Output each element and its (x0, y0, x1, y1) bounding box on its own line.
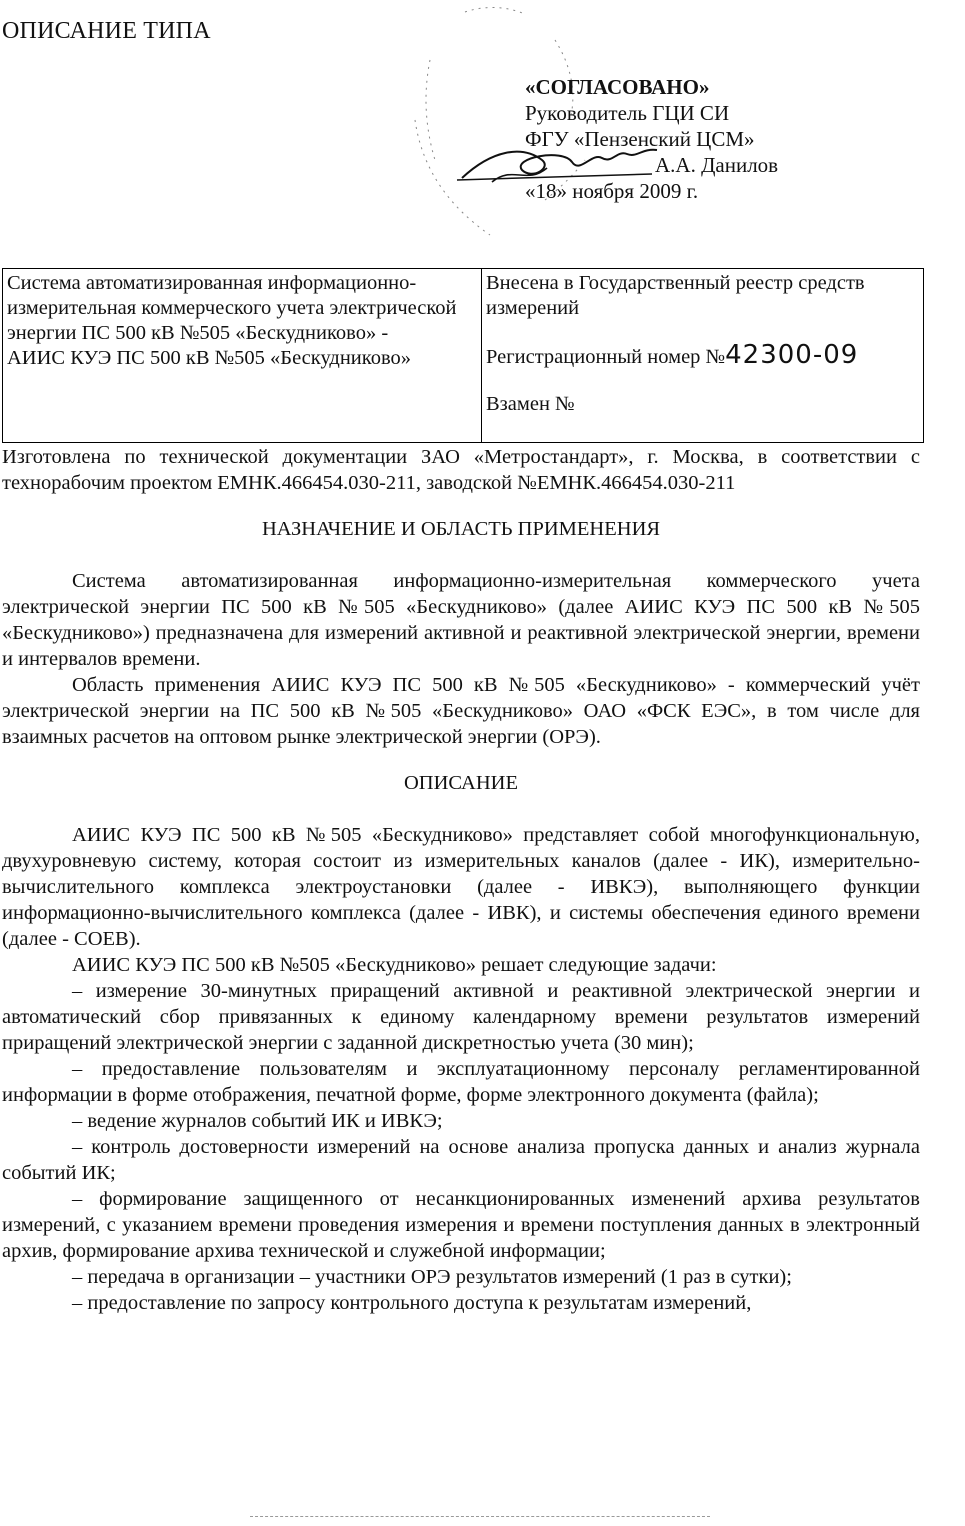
purpose-paragraph: Система автоматизированная информационно-измерительная коммерческого учета электрической энергии ПС 500 кВ №505 «Бескудниково» (далее АИИС КУЭ ПС 500 кВ №505 «Бескудниково») предназначена для измерений активной и реактивной электрической энергии, времени и интервалов времени. (2, 570, 920, 670)
section-title-purpose: НАЗНАЧЕНИЕ И ОБЛАСТЬ ПРИМЕНЕНИЯ (261, 518, 661, 540)
registration-label: Регистрационный номер № (486, 346, 726, 368)
scope-paragraph: Область применения АИИС КУЭ ПС 500 кВ №505 «Бескудниково» - коммерческий учёт электрической энергии на ПС 500 кВ №505 «Бескудниково» ОАО «ФСК ЕЭС», в том числе для взаимных расчетов на оптовом рынке электрической энергии (ОРЭ). (2, 674, 920, 748)
registry-note: Внесена в Государственный реестр средств измерений (486, 272, 865, 319)
task-item: – контроль достоверности измерений на основе анализа пропуска данных и анализ журнала событий ИК; (2, 1136, 920, 1184)
signature (452, 140, 662, 192)
task-item: – предоставление по запросу контрольного доступа к результатам измерений, (72, 1292, 752, 1314)
system-short-name: АИИС КУЭ ПС 500 кВ №505 «Бескудниково» (7, 347, 411, 369)
description-paragraph: АИИС КУЭ ПС 500 кВ №505 «Бескудниково» представляет собой многофункциональную, двухуровневую систему, которая состоит из измерительных каналов (далее - ИК), измерительно-вычислительного комплекса электроустановки (далее - ИВКЭ), выполняющего функции информационно-вычислительного комплекса (далее - ИВК), и системы обеспечения единого времени (далее - СОЕВ). (2, 824, 920, 950)
system-name-cell (3, 269, 482, 443)
system-full-name: Система автоматизированная информационно-измерительная коммерческого учета электрической энергии ПС 500 кВ №505 «Бескудниково» - (7, 272, 457, 344)
section-title-description: ОПИСАНИЕ (403, 772, 518, 794)
approval-heading: «СОГЛАСОВАНО» (525, 75, 710, 99)
page-bottom-artifact (250, 1516, 710, 1519)
approval-line-2: ФГУ «Пензенский ЦСМ» (525, 127, 755, 151)
registration-number: 42300-09 (725, 340, 859, 370)
task-item: – измерение 30-минутных приращений активной и реактивной электрической энергии и автоматический сбор привязанных к единому календарному времени результатов измерений приращений электрической энергии с заданной дискретностью учета (30 мин); (2, 980, 920, 1054)
task-item: – ведение журналов событий ИК и ИВКЭ; (72, 1110, 443, 1132)
registry-cell (482, 269, 924, 443)
info-table (2, 268, 924, 443)
task-item: – передача в организации – участники ОРЭ результатов измерений (1 раз в сутки); (72, 1266, 792, 1288)
replacement-label: Взамен № (486, 393, 575, 415)
approval-date: «18» ноября 2009 г. (525, 179, 699, 203)
document-body (2, 444, 920, 1316)
manufacture-statement: Изготовлена по технической документации ЗАО «Метростандарт», г. Москва, в соответствии с технорабочим проектом ЕМНК.466454.030-211, заводской №ЕМНК.466454.030-211 (2, 446, 920, 494)
registration-line (486, 340, 919, 370)
task-item: – формирование защищенного от несанкционированных изменений архива результатов измерений, с указанием времени проведения измерения и времени поступления данных в электронный архив, формирование архива технической и служебной информации; (2, 1188, 920, 1262)
document-type-header: ОПИСАНИЕ ТИПА (2, 18, 211, 44)
task-item: – предоставление пользователям и эксплуатационному персоналу регламентированной информации в форме отображения, печатной форме, форме электронного документа (файла); (2, 1058, 920, 1106)
tasks-intro: АИИС КУЭ ПС 500 кВ №505 «Бескудниково» решает следующие задачи: (72, 954, 717, 976)
approval-line-1: Руководитель ГЦИ СИ (525, 101, 730, 125)
approval-signer: А.А. Данилов (655, 153, 779, 177)
